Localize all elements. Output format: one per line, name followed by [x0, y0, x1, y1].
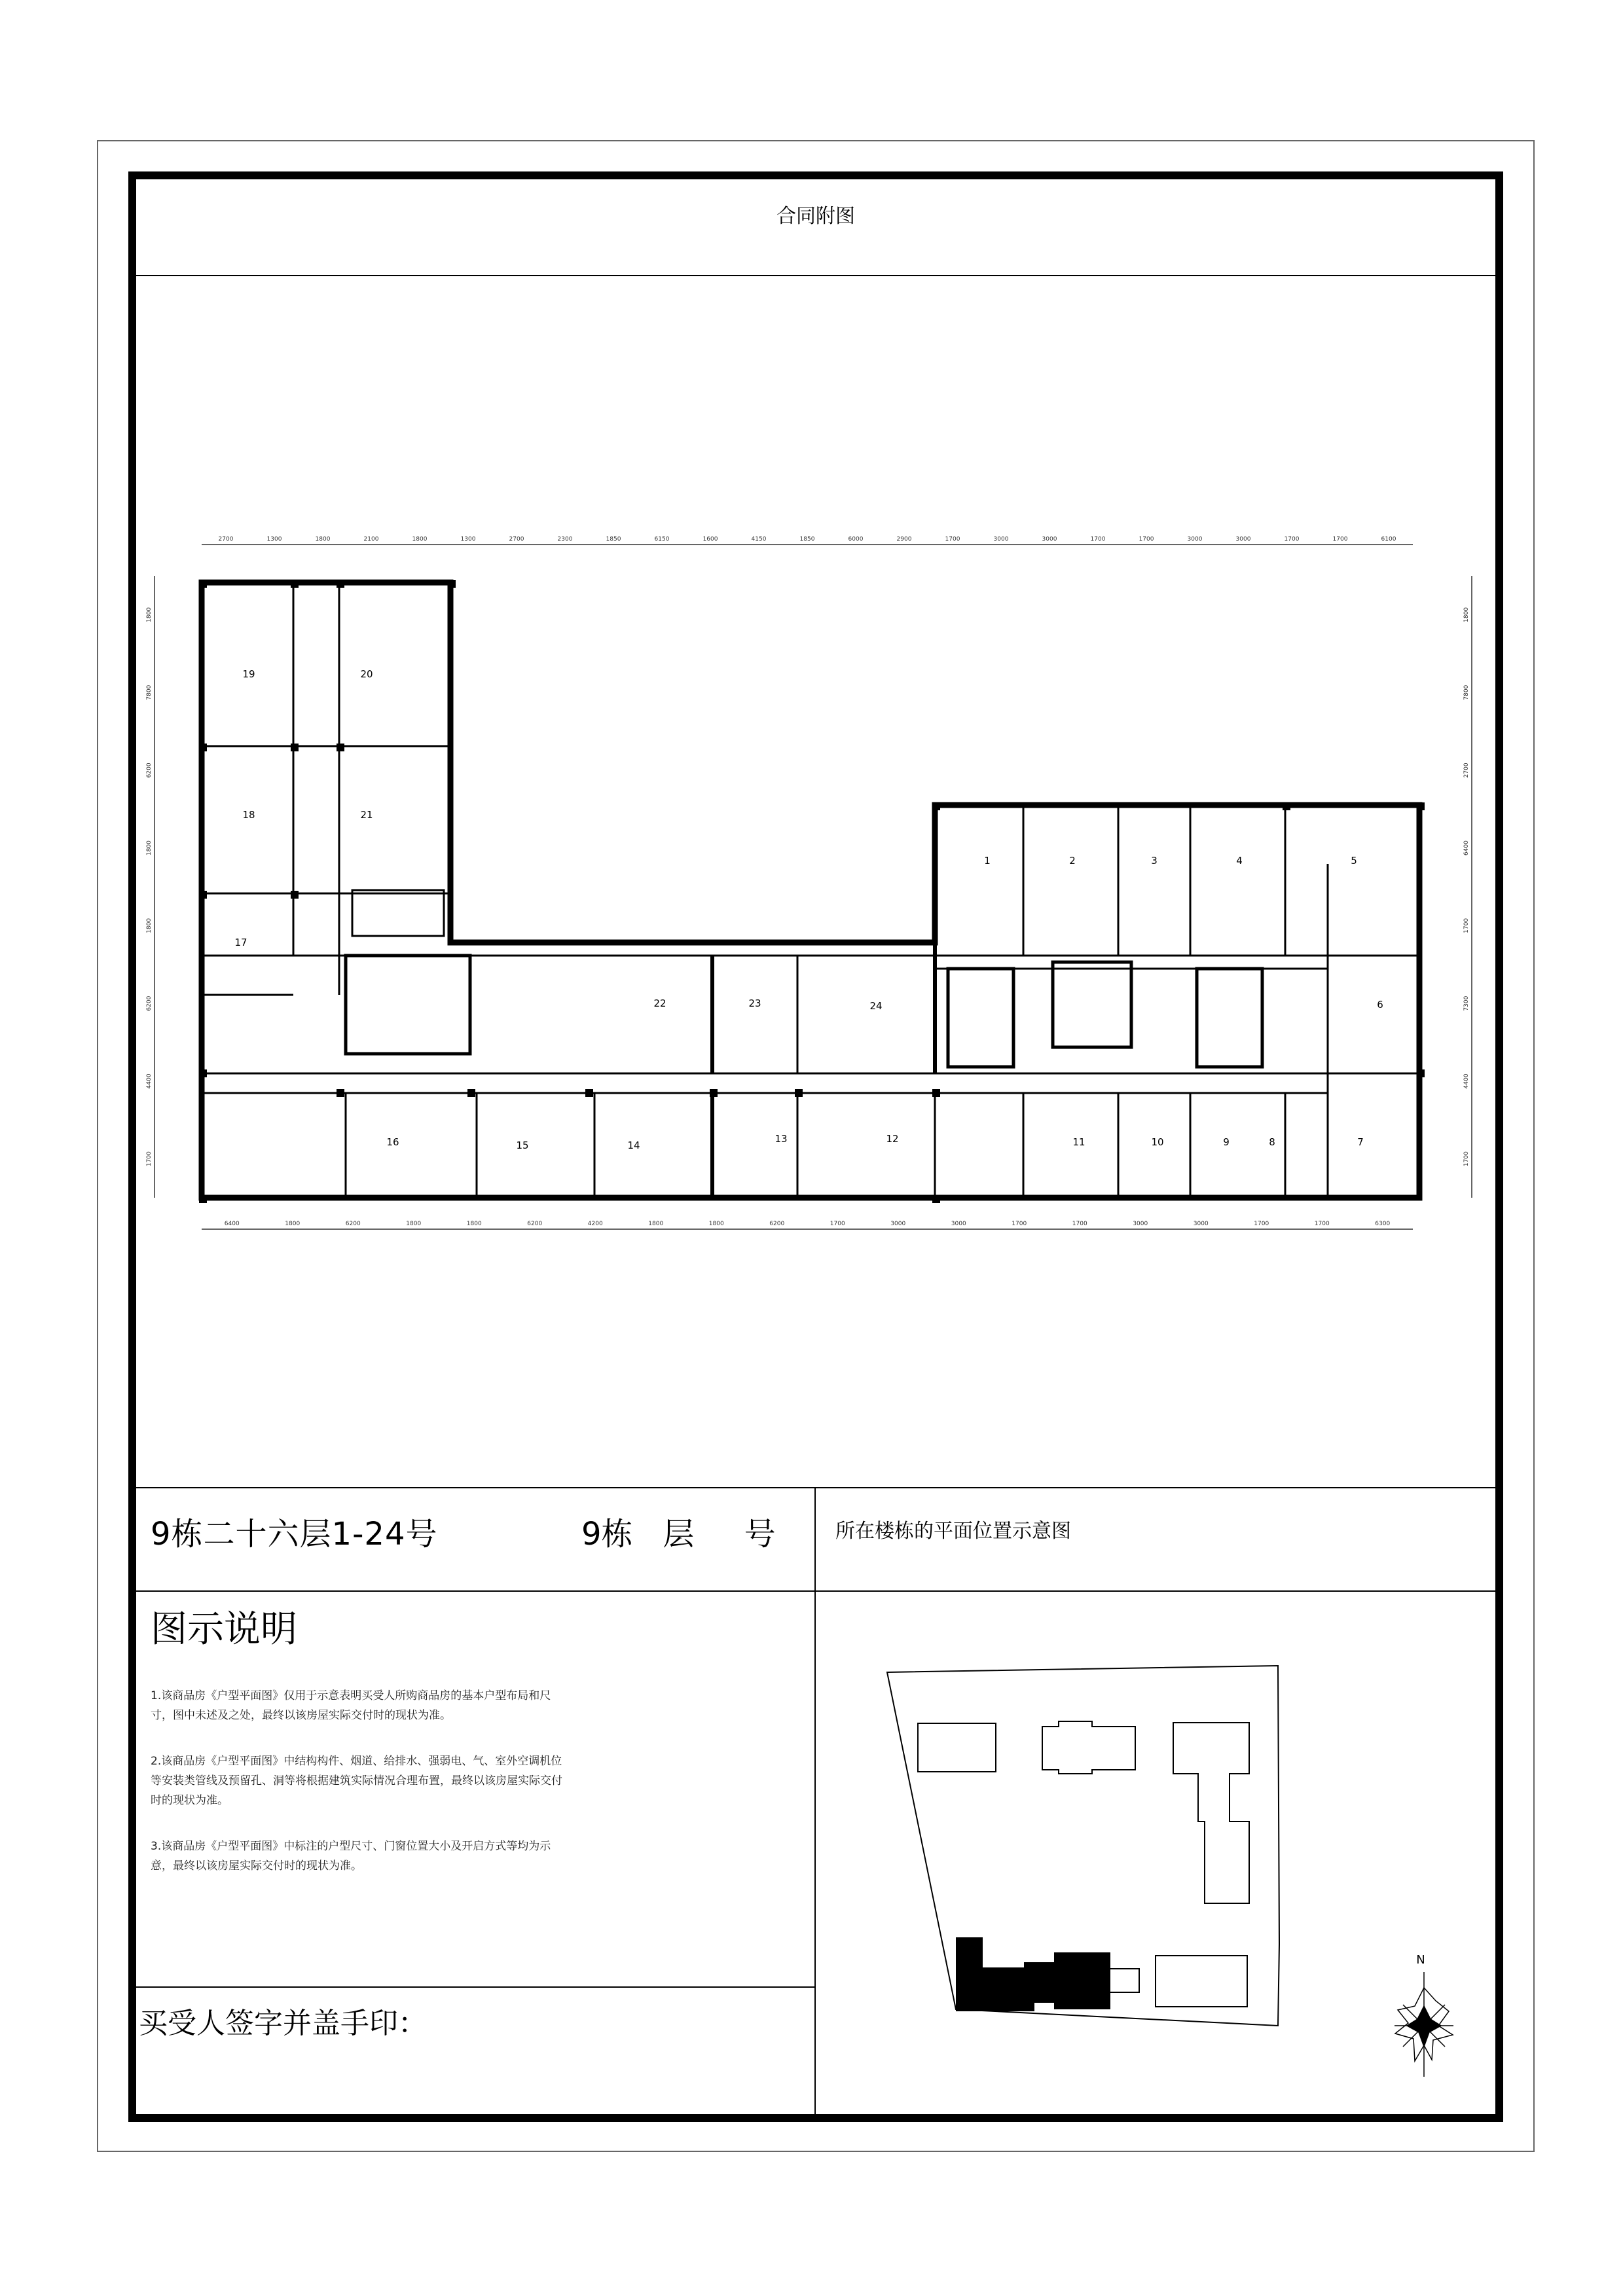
unit-label: 10 — [1151, 1136, 1164, 1148]
unit-label: 16 — [386, 1136, 399, 1148]
north-label: N — [1416, 1953, 1425, 1967]
dimension-label: 6200 — [146, 762, 153, 778]
unit-label: 22 — [653, 997, 666, 1009]
legend-note-1: 1.该商品房《户型平面图》仅用于示意表明买受人所购商品房的基本户型布局和尺寸，图中未述及之处，最终以该房屋实际交付时的现状为准。 — [151, 1689, 551, 1722]
signature-label: 买受人签字并盖手印： — [139, 2007, 427, 2040]
dimension-label: 3000 — [1187, 536, 1203, 543]
dimension-label: 2900 — [896, 536, 912, 543]
site-location-map — [864, 1656, 1493, 2114]
dimension-label: 1700 — [945, 536, 960, 543]
dimension-label: 6400 — [224, 1221, 240, 1227]
unit-label: 2 — [1069, 855, 1076, 867]
dimension-label: 1700 — [1090, 536, 1106, 543]
dimension-label: 3000 — [1193, 1221, 1209, 1227]
unit-label: 4 — [1236, 855, 1243, 867]
dimension-label: 1800 — [285, 1221, 301, 1227]
dimension-label: 1300 — [460, 536, 476, 543]
dimension-label: 3000 — [890, 1221, 906, 1227]
dimension-label: 3000 — [1042, 536, 1057, 543]
unit-label: 20 — [360, 668, 373, 680]
info-top-line — [136, 1487, 1495, 1488]
dimension-label: 4400 — [146, 1073, 153, 1089]
dimension-label: 1700 — [1139, 536, 1154, 543]
legend-note-2: 2.该商品房《户型平面图》中结构构件、烟道、给排水、强弱电、气、室外空调机位等安装类管线及预留孔、洞等将根据建筑实际情况合理布置，最终以该房屋实际交付时的现状为准。 — [151, 1755, 562, 1807]
unit-label: 15 — [516, 1139, 529, 1151]
dimension-label: 1700 — [1314, 1221, 1330, 1227]
unit-id-text: 9栋二十六层1-24号 — [151, 1516, 438, 1552]
info-divider — [814, 1487, 816, 2114]
dimension-label: 7800 — [1463, 685, 1470, 700]
dimension-label: 6300 — [1375, 1221, 1391, 1227]
dimension-label: 1800 — [146, 607, 153, 622]
unit-label: 1 — [984, 855, 991, 867]
dimension-label: 1850 — [606, 536, 621, 543]
dimension-label: 1700 — [1463, 1151, 1470, 1167]
dimension-label: 1800 — [412, 536, 428, 543]
unit-label: 12 — [886, 1133, 899, 1145]
dimension-label: 1800 — [146, 840, 153, 856]
dimension-label: 1700 — [1072, 1221, 1087, 1227]
unit-label: 17 — [234, 937, 247, 948]
dimension-label: 6400 — [1463, 840, 1470, 856]
dimension-label: 1850 — [799, 536, 815, 543]
dimension-label: 4150 — [751, 536, 767, 543]
dimension-label: 1800 — [315, 536, 331, 543]
dimension-label: 6200 — [345, 1221, 361, 1227]
dimension-label: 1700 — [1254, 1221, 1269, 1227]
dimension-label: 4200 — [587, 1221, 603, 1227]
location-title: 所在楼栋的平面位置示意图 — [835, 1520, 1071, 1543]
floor-plan — [136, 497, 1495, 1283]
unit-label: 6 — [1377, 999, 1383, 1011]
unit-label: 9 — [1223, 1136, 1230, 1148]
dimension-label: 6200 — [146, 996, 153, 1011]
dimension-label: 2700 — [218, 536, 234, 543]
dimension-label: 2700 — [509, 536, 524, 543]
building-floor-unit-fill: 9栋 层 号 — [581, 1516, 776, 1552]
dimension-label: 6000 — [848, 536, 864, 543]
unit-label: 24 — [869, 1000, 883, 1012]
unit-label: 3 — [1151, 855, 1158, 867]
dimension-label: 1700 — [146, 1151, 153, 1167]
dimension-label: 3000 — [1235, 536, 1251, 543]
signature-line — [136, 1986, 816, 1988]
dimension-label: 1800 — [406, 1221, 422, 1227]
dimension-label: 4400 — [1463, 1073, 1470, 1089]
unit-label: 14 — [627, 1139, 640, 1151]
dimension-label: 7300 — [1463, 996, 1470, 1011]
dimension-label: 2300 — [557, 536, 573, 543]
dimension-label: 6200 — [527, 1221, 543, 1227]
building-outline — [1042, 1721, 1135, 1774]
unit-label: 18 — [242, 809, 255, 821]
unit-label: 21 — [360, 809, 373, 821]
dimension-label: 1800 — [1463, 607, 1470, 622]
dimension-label: 1700 — [1332, 536, 1348, 543]
dimension-label: 1600 — [702, 536, 718, 543]
dimension-label: 6150 — [654, 536, 670, 543]
dimension-label: 1300 — [266, 536, 282, 543]
unit-label: 8 — [1269, 1136, 1275, 1148]
dimension-label: 1800 — [708, 1221, 724, 1227]
dimension-label: 3000 — [951, 1221, 966, 1227]
dimension-label: 6100 — [1381, 536, 1396, 543]
dimension-label: 1800 — [146, 918, 153, 933]
dimension-label: 1800 — [648, 1221, 664, 1227]
info-bottom-line — [136, 1590, 1495, 1592]
dimension-label: 6200 — [769, 1221, 785, 1227]
unit-label: 7 — [1357, 1136, 1364, 1148]
unit-label: 5 — [1351, 855, 1357, 867]
unit-label: 13 — [775, 1133, 788, 1145]
north-compass-icon — [1395, 1972, 1453, 2077]
dimension-label: 2700 — [1463, 762, 1470, 778]
legend-note-3: 3.该商品房《户型平面图》中标注的户型尺寸、门窗位置大小及开启方式等均为示意，最终以该房屋实际交付时的现状为准。 — [151, 1840, 551, 1873]
dimension-label: 1800 — [466, 1221, 482, 1227]
dimension-label: 1700 — [1463, 918, 1470, 933]
unit-label: 19 — [242, 668, 255, 680]
dimension-label: 1700 — [830, 1221, 845, 1227]
dimension-label: 1700 — [1284, 536, 1300, 543]
header-divider — [136, 275, 1495, 276]
dimension-label: 2100 — [363, 536, 379, 543]
building-outline — [1173, 1723, 1249, 1903]
page-title: 合同附图 — [776, 205, 855, 228]
building-9-highlight — [956, 1937, 1110, 2011]
unit-label: 11 — [1072, 1136, 1085, 1148]
dimension-label: 3000 — [1133, 1221, 1148, 1227]
unit-label: 23 — [748, 997, 761, 1009]
building-outline — [1156, 1956, 1247, 2007]
dimension-label: 1700 — [1012, 1221, 1027, 1227]
dimension-label: 3000 — [993, 536, 1009, 543]
dimension-label: 7800 — [146, 685, 153, 700]
building-outline — [918, 1723, 996, 1772]
legend-heading: 图示说明 — [151, 1608, 297, 1651]
